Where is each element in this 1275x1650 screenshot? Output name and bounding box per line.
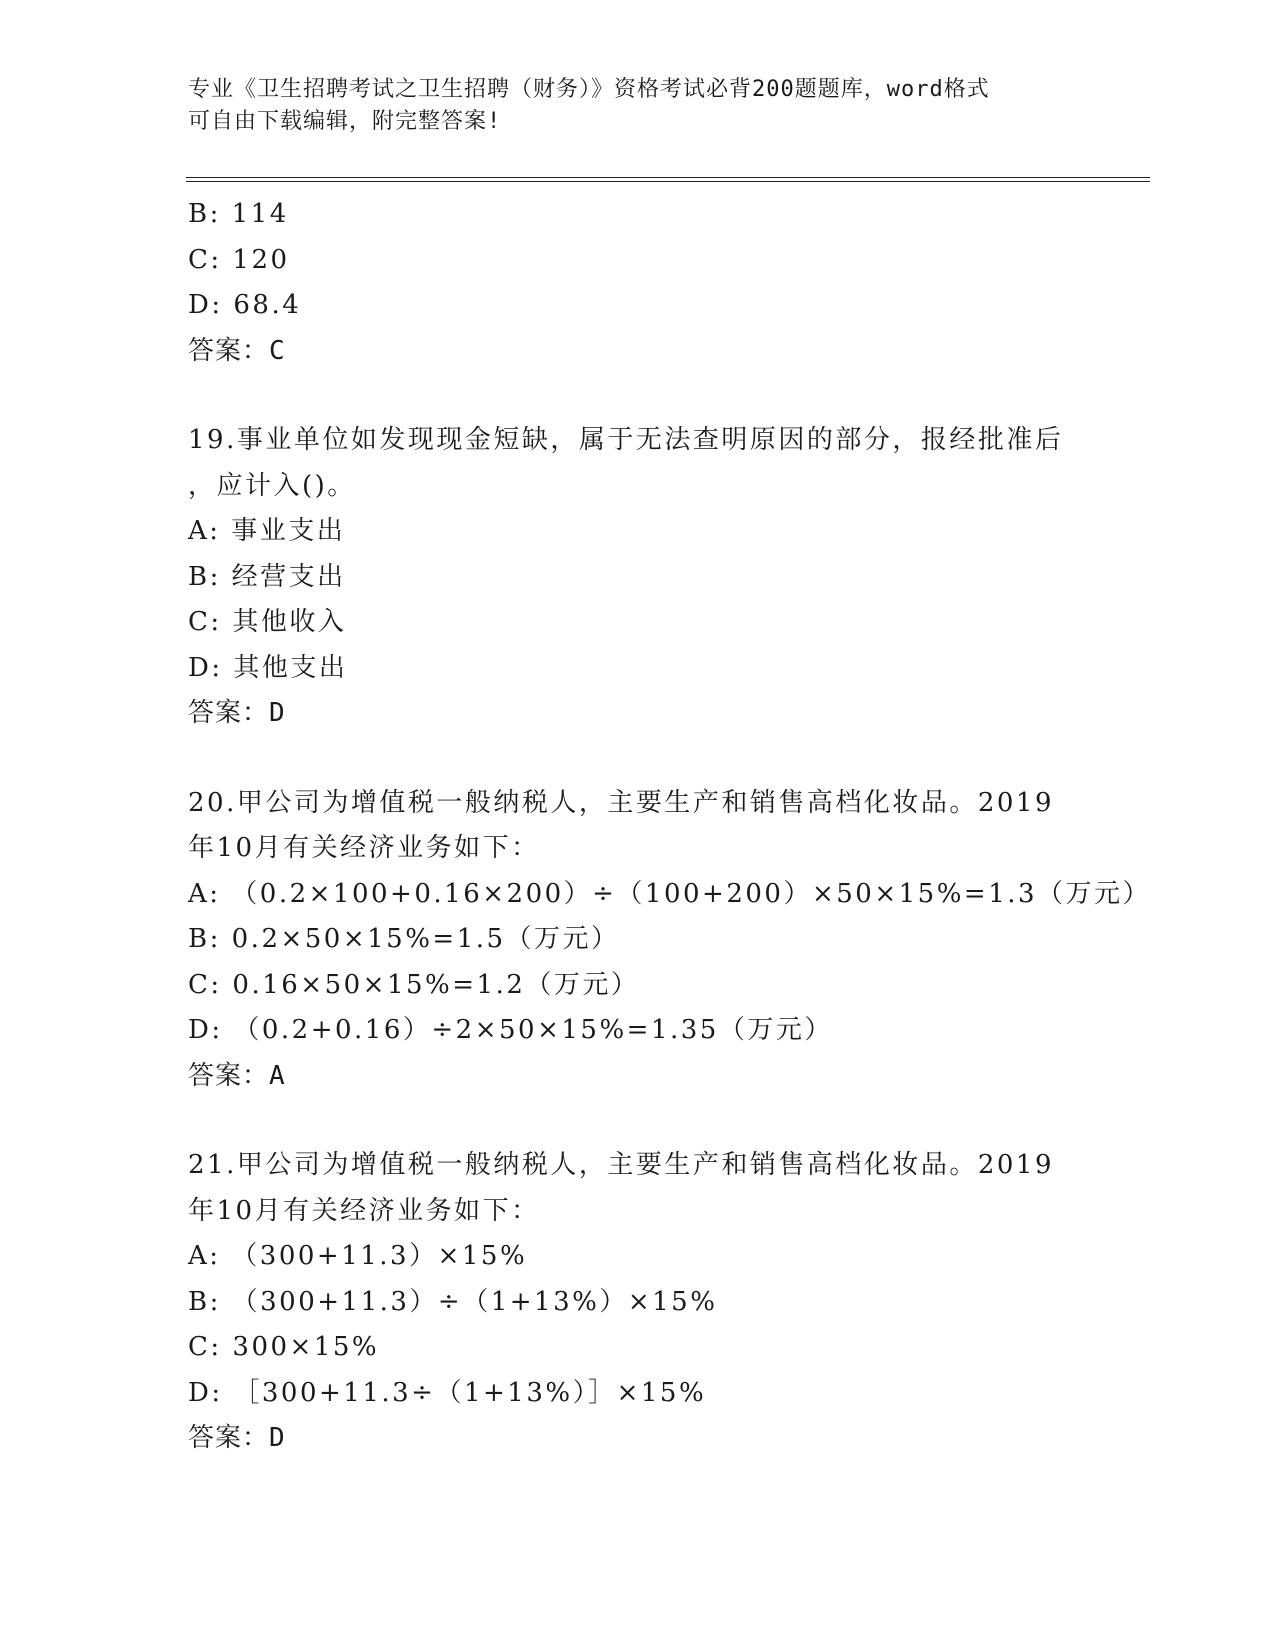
option-c: C: 120 <box>188 244 290 275</box>
question-stem-continued: 年10月有关经济业务如下： <box>188 1195 540 1226</box>
option-c: C: 300×15% <box>188 1332 380 1362</box>
header-title-line-1: 专业《卫生招聘考试之卫生招聘（财务）》资格考试必背200题题库，word格式 <box>188 77 990 102</box>
option-d: D: 其他支出 <box>188 652 348 683</box>
answer: 答案：D <box>188 1423 286 1453</box>
option-a: A: （300+11.3）×15% <box>188 1241 528 1271</box>
answer: 答案：D <box>188 698 286 728</box>
header-divider-top <box>186 177 1150 178</box>
question-stem: 21.甲公司为增值税一般纳税人，主要生产和销售高档化妆品。2019 <box>188 1150 1055 1180</box>
question-stem-continued: 年10月有关经济业务如下： <box>188 833 540 863</box>
question-20 <box>188 781 1152 1100</box>
question-stem: 19.事业单位如发现现金短缺，属于无法查明原因的部分，报经批准后 <box>188 425 1064 455</box>
question-21 <box>188 1143 1088 1462</box>
question-19 <box>188 418 1088 737</box>
answer: 答案：A <box>188 1060 286 1091</box>
spacer <box>188 1099 1088 1143</box>
question-stem-continued: ，应计入()。 <box>188 470 356 501</box>
option-d: D: 68.4 <box>188 290 302 320</box>
option-b: B: （300+11.3）÷（1+13%）×15% <box>188 1286 718 1317</box>
question-18-tail <box>188 192 1088 374</box>
option-b: B: 经营支出 <box>188 561 346 592</box>
question-stem: 20.甲公司为增值税一般纳税人，主要生产和销售高档化妆品。2019 <box>188 787 1055 818</box>
option-a: A: （0.2×100+0.16×200）÷（100+200）×50×15%=1.3（万元） <box>188 878 1152 909</box>
header-title-line-2: 可自由下载编辑，附完整答案! <box>188 109 502 134</box>
header-divider-bottom <box>186 181 1150 182</box>
option-d: D: （0.2+0.16）÷2×50×15%=1.35（万元） <box>188 1015 833 1045</box>
option-d: D: ［300+11.3÷（1+13%）］×15% <box>188 1377 707 1408</box>
spacer <box>188 737 1088 781</box>
option-c: C: 其他收入 <box>188 607 347 637</box>
answer: 答案：C <box>188 335 286 366</box>
document-header <box>188 74 1088 138</box>
option-b: B: 0.2×50×15%=1.5（万元） <box>188 924 620 954</box>
option-a: A: 事业支出 <box>188 516 346 546</box>
option-c: C: 0.16×50×15%=1.2（万元） <box>188 969 640 1000</box>
spacer <box>188 374 1088 418</box>
question-list <box>188 192 1152 1462</box>
option-b: B: 114 <box>188 199 289 229</box>
